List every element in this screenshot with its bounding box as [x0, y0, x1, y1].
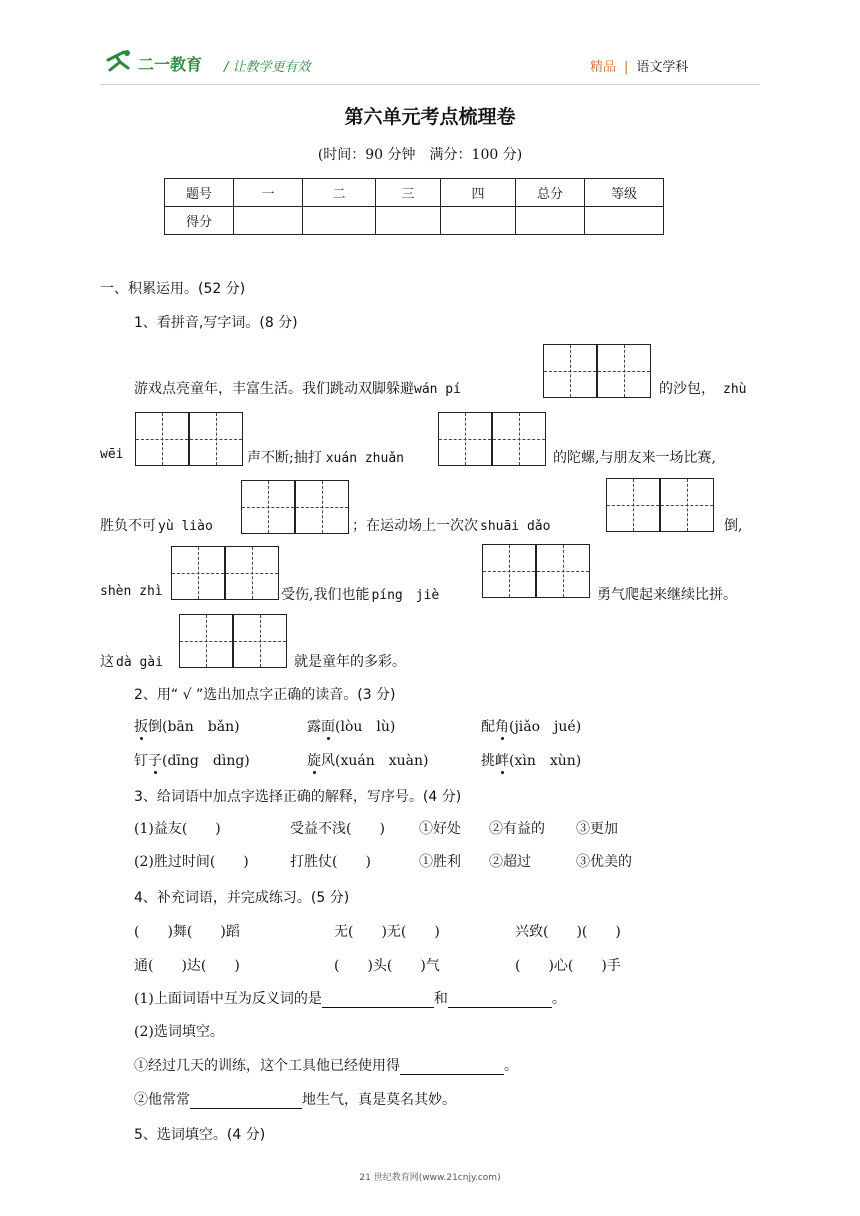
score-table-row — [165, 207, 664, 235]
option-text: ②超过 — [489, 854, 531, 870]
passage-text: ；在运动场上一次次 — [352, 518, 478, 534]
pinyin: zhù — [723, 382, 747, 397]
score-input-cell[interactable] — [376, 207, 441, 235]
answer-item[interactable]: (1)益友( ) — [134, 821, 221, 837]
writing-grid[interactable] — [233, 614, 287, 668]
pinyin: xuán zhuǎn — [325, 451, 404, 466]
fill-word-item[interactable]: ( )头( )气 — [334, 958, 440, 974]
writing-grid[interactable] — [189, 412, 243, 466]
answer-item[interactable]: 打胜仗( ) — [290, 854, 371, 870]
quality-badge: 精品 — [590, 60, 617, 75]
dotted-char: 旋 — [307, 753, 321, 769]
fill-word-item[interactable]: 兴致( )( ) — [515, 924, 621, 940]
writing-grid[interactable] — [438, 412, 492, 466]
item-text: (lòu lù) — [335, 719, 396, 735]
passage-text: 的陀螺,与朋友来一场比赛, — [553, 450, 716, 466]
table-cell: 题号 — [165, 179, 234, 207]
passage-text — [659, 378, 746, 398]
pinyin: píng jiè — [371, 588, 440, 603]
dotted-char: 扳 — [134, 719, 148, 735]
answer-blank[interactable] — [400, 1058, 504, 1075]
page-title: 第六单元考点梳理卷 — [344, 106, 516, 128]
table-cell: 二 — [303, 179, 376, 207]
score-input-cell[interactable] — [234, 207, 303, 235]
sub-question-text: (1)上面词语中互为反义词的是 — [134, 991, 322, 1007]
pinyin: wēi — [100, 447, 124, 462]
question-heading: 1、看拼音,写字词。(8 分) — [134, 315, 298, 331]
table-cell: 一 — [234, 179, 303, 207]
item-text: 钉 — [134, 753, 148, 769]
header-divider — [100, 84, 760, 85]
pronunciation-item[interactable] — [481, 750, 581, 770]
item-text: (jiǎo jué) — [509, 719, 582, 735]
passage-text — [281, 584, 439, 604]
passage-text: 就是童年的多彩。 — [294, 654, 406, 670]
score-input-cell[interactable] — [585, 207, 664, 235]
sub-question-text: (2)选词填空。 — [134, 1024, 224, 1040]
sub-question — [134, 1055, 518, 1075]
dotted-char: 子 — [148, 753, 162, 769]
question-heading: 3、给词语中加点字选择正确的解释，写序号。(4 分) — [134, 789, 462, 805]
passage-text: 游戏点亮童年，丰富生活。我们跳动双脚躲避 — [134, 381, 414, 397]
item-text: (dīng dìng) — [162, 753, 250, 769]
writing-grid[interactable] — [536, 544, 590, 598]
header-separator: | — [624, 60, 629, 75]
passage-text — [134, 378, 461, 398]
question-heading: 5、选词填空。(4 分) — [134, 1127, 266, 1143]
passage-text: 这 — [100, 654, 114, 670]
pronunciation-item[interactable] — [307, 750, 428, 770]
score-table — [164, 178, 664, 235]
option-text: ③优美的 — [576, 854, 632, 870]
dotted-char: 面 — [321, 719, 335, 735]
sub-question-text: 。 — [504, 1058, 518, 1074]
item-text: 挑 — [481, 753, 495, 769]
score-input-cell[interactable] — [303, 207, 376, 235]
passage-text: 受伤,我们也能 — [281, 587, 370, 603]
score-input-cell[interactable] — [441, 207, 516, 235]
writing-grid[interactable] — [135, 412, 189, 466]
pronunciation-item[interactable] — [134, 716, 240, 736]
pinyin: shuāi dǎo — [480, 519, 551, 534]
header-right — [590, 56, 688, 75]
writing-grid[interactable] — [179, 614, 233, 668]
sub-question-text: 。 — [551, 991, 566, 1007]
sub-question-text: ②他常常 — [134, 1092, 190, 1108]
passage-text: 的沙包， — [659, 381, 715, 397]
item-text: (xìn xùn) — [509, 753, 582, 769]
passage-text: 声不断;抽打 — [247, 450, 322, 466]
passage-text — [247, 447, 404, 467]
score-table-header-row — [165, 179, 664, 207]
pronunciation-item[interactable] — [134, 750, 250, 770]
item-text: 风(xuán xuàn) — [321, 753, 429, 769]
site-slogan: / 让教学更有效 — [224, 60, 311, 75]
logo-text: 二一教育 — [138, 55, 203, 74]
writing-grid[interactable] — [225, 546, 279, 600]
dotted-char: 角 — [495, 719, 509, 735]
writing-grid[interactable] — [492, 412, 546, 466]
table-cell: 得分 — [165, 207, 234, 235]
passage-text — [100, 651, 163, 671]
pronunciation-item[interactable] — [307, 716, 395, 736]
dotted-char: 衅 — [495, 753, 509, 769]
answer-item[interactable]: (2)胜过时间( ) — [134, 854, 249, 870]
sub-question — [134, 988, 566, 1008]
writing-grid[interactable] — [482, 544, 536, 598]
item-text: 倒(bān bǎn) — [148, 719, 240, 735]
writing-grid[interactable] — [597, 344, 651, 398]
runner-logo-icon — [106, 48, 136, 76]
table-cell: 四 — [441, 179, 516, 207]
page-footer: 21 世纪教育网(www.21cnjy.com) — [359, 1173, 501, 1183]
sub-question — [134, 1089, 456, 1109]
passage-text: 倒, — [724, 518, 743, 534]
score-input-cell[interactable] — [516, 207, 585, 235]
writing-grid[interactable] — [543, 344, 597, 398]
table-cell: 等级 — [585, 179, 664, 207]
table-cell: 三 — [376, 179, 441, 207]
fill-word-item[interactable]: ( )心( )手 — [515, 958, 621, 974]
question-heading: 4、补充词语，并完成练习。(5 分) — [134, 890, 350, 906]
sub-question-text: ①经过几天的训练，这个工具他已经使用得 — [134, 1058, 400, 1074]
passage-text — [100, 515, 213, 535]
writing-grid[interactable] — [606, 478, 660, 532]
question-heading: 2、用“ √ ”选出加点字正确的读音。(3 分) — [134, 687, 396, 703]
fill-word-item[interactable]: 无( )无( ) — [334, 924, 440, 940]
sub-question-text: 和 — [433, 991, 448, 1007]
pinyin: dà gài — [116, 655, 163, 670]
pinyin: yù liào — [158, 519, 213, 534]
option-text: ②有益的 — [489, 821, 545, 837]
option-text: ①胜利 — [419, 854, 461, 870]
writing-grid[interactable] — [241, 480, 295, 534]
writing-grid[interactable] — [171, 546, 225, 600]
passage-text — [352, 515, 550, 535]
exam-time-info: (时间：90 分钟 满分：100 分) — [317, 147, 523, 163]
site-logo — [106, 48, 234, 80]
pronunciation-item[interactable] — [481, 716, 581, 736]
passage-text: 勇气爬起来继续比拼。 — [597, 587, 737, 603]
answer-blank[interactable] — [448, 991, 552, 1008]
writing-grid[interactable] — [660, 478, 714, 532]
passage-text: 胜负不可 — [100, 518, 156, 534]
option-text: ③更加 — [576, 821, 618, 837]
pinyin: shèn zhì — [100, 584, 163, 599]
pinyin: wán pí — [414, 382, 461, 397]
answer-blank[interactable] — [190, 1092, 302, 1109]
section-heading: 一、积累运用。(52 分) — [100, 281, 246, 297]
writing-grid[interactable] — [295, 480, 349, 534]
table-cell: 总分 — [516, 179, 585, 207]
fill-word-item[interactable]: ( )舞( )蹈 — [134, 924, 240, 940]
fill-word-item[interactable]: 通( )达( ) — [134, 958, 240, 974]
item-text: 配 — [481, 719, 495, 735]
answer-item[interactable]: 受益不浅( ) — [290, 821, 385, 837]
subject-label: 语文学科 — [636, 60, 689, 75]
option-text: ①好处 — [419, 821, 461, 837]
sub-question-text: 地生气，真是莫名其妙。 — [302, 1092, 456, 1108]
item-text: 露 — [307, 719, 321, 735]
answer-blank[interactable] — [322, 991, 434, 1008]
